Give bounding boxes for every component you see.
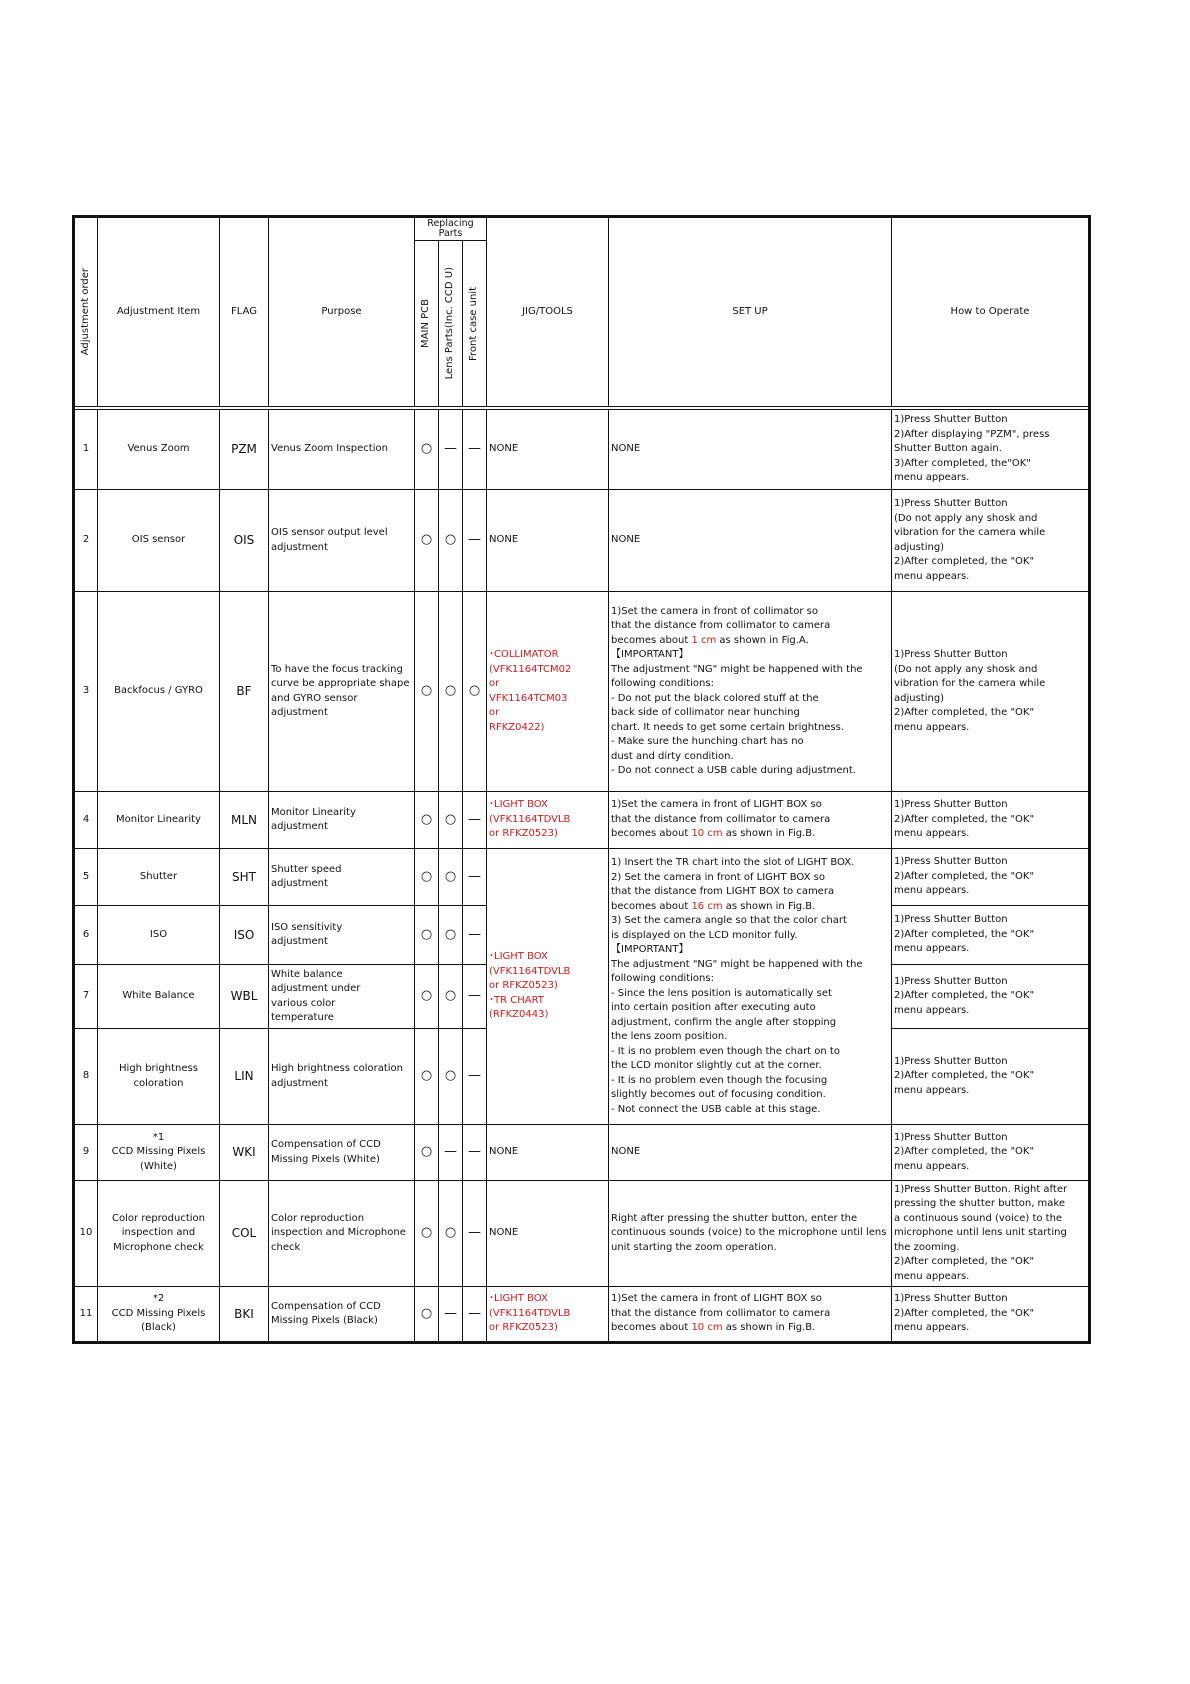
row-order: 2 [74,490,98,592]
mark-main-pcb: ○ [415,410,439,490]
row-purpose: Color reproduction inspection and Microphone check [269,1181,415,1287]
setup-distance: 1 cm [691,634,717,646]
row-setup: Right after pressing the shutter button, enter the continuous sounds (voice) to the microphone until lens unit starting the zoom operation. [609,1181,892,1287]
row-jig: NONE [487,490,609,592]
adjustment-table [72,215,1091,1344]
mark-main-pcb: ○ [415,849,439,906]
mark-main-pcb: ○ [415,1029,439,1125]
row-item: *2 CCD Missing Pixels (Black) [98,1287,220,1343]
row-flag: SHT [220,849,269,906]
row-setup: NONE [609,410,892,490]
row-flag: ISO [220,906,269,965]
row-operate: 1)Press Shutter Button 2)After completed, the "OK" menu appears. [892,1029,1090,1125]
mark-lens-parts: ○ [439,592,463,792]
mark-main-pcb: ○ [415,1287,439,1343]
header-flag: FLAG [220,217,269,407]
row-jig: NONE [487,1181,609,1287]
row-setup: NONE [609,490,892,592]
mark-main-pcb: ○ [415,1181,439,1287]
row-item: *1 CCD Missing Pixels (White) [98,1125,220,1181]
table-row [74,1125,1090,1181]
row-item: Backfocus / GYRO [98,592,220,792]
row-purpose: ISO sensitivity adjustment [269,906,415,965]
mark-front-case: — [463,410,487,490]
mark-lens-parts: — [439,1287,463,1343]
header-lens-parts: Lens Parts(Inc. CCD U) [439,241,463,407]
row-purpose: Venus Zoom Inspection [269,410,415,490]
header-setup: SET UP [609,217,892,407]
row-order: 5 [74,849,98,906]
mark-front-case: — [463,965,487,1029]
row-setup: 1)Set the camera in front of LIGHT BOX so that the distance from collimator to camera becomes about 10 cm as shown in Fig.B. [609,1287,892,1343]
mark-lens-parts: ○ [439,906,463,965]
mark-front-case: ○ [463,592,487,792]
mark-main-pcb: ○ [415,1125,439,1181]
row-flag: BKI [220,1287,269,1343]
row-operate: 1)Press Shutter Button 2)After completed, the "OK" menu appears. [892,792,1090,849]
row-purpose: Compensation of CCD Missing Pixels (Black) [269,1287,415,1343]
row-flag: BF [220,592,269,792]
row-operate: 1)Press Shutter Button 2)After completed, the "OK" menu appears. [892,1287,1090,1343]
setup-distance: 10 cm [691,1322,723,1334]
setup-distance: 10 cm [691,828,723,840]
header-replacing-parts: Replacing Parts [415,217,487,241]
row-item: Shutter [98,849,220,906]
row-order: 4 [74,792,98,849]
row-order: 6 [74,906,98,965]
row-operate: 1)Press Shutter Button 2)After completed, the "OK" menu appears. [892,965,1090,1029]
row-setup: NONE [609,1125,892,1181]
row-flag: MLN [220,792,269,849]
row-order: 11 [74,1287,98,1343]
table-row [74,1181,1090,1287]
row-setup: 1)Set the camera in front of LIGHT BOX so that the distance from collimator to camera becomes about 10 cm as shown in Fig.B. [609,792,892,849]
row-operate: 1)Press Shutter Button. Right after pressing the shutter button, make a continuous sound (voice) to the microphone until lens unit starting the zooming. 2)After completed, the "OK" menu appears. [892,1181,1090,1287]
table-row [74,1287,1090,1343]
header-operate: How to Operate [892,217,1090,407]
row-order: 7 [74,965,98,1029]
row-jig: NONE [487,1125,609,1181]
row-item: Monitor Linearity [98,792,220,849]
row-purpose: Compensation of CCD Missing Pixels (White) [269,1125,415,1181]
mark-lens-parts: ○ [439,965,463,1029]
group-setup: 1) Insert the TR chart into the slot of LIGHT BOX. 2) Set the camera in front of LIGHT BOX so that the distance from LIGHT BOX to camera becomes about 16 cm as shown in Fig.B. 3) Set the camera angle so that the color chart is displayed on the LCD monitor fully. 【IMPORTANT】 The adjustment "NG" might be happened with the following conditions: - Since the lens position is automatically set into certain position after executing auto adjustment, confirm the angle after stopping the lens zoom position. - It is no problem even though the chart on to the LCD monitor slightly cut at the corner. - It is no problem even though the focusing slightly becomes out of focusing condition. - Not connect the USB cable at this stage. [609,849,892,1125]
header-order: Adjustment order [74,217,98,407]
header-item: Adjustment Item [98,217,220,407]
row-flag: OIS [220,490,269,592]
table-row [74,410,1090,490]
row-item: High brightness coloration [98,1029,220,1125]
header-jig: JIG/TOOLS [487,217,609,407]
mark-front-case: — [463,849,487,906]
row-purpose: High brightness coloration adjustment [269,1029,415,1125]
mark-front-case: — [463,1181,487,1287]
row-order: 9 [74,1125,98,1181]
mark-main-pcb: ○ [415,490,439,592]
row-purpose: White balance adjustment under various color temperature [269,965,415,1029]
mark-front-case: — [463,1125,487,1181]
row-setup: 1)Set the camera in front of collimator so that the distance from collimator to camera becomes about 1 cm as shown in Fig.A. 【IMPORTANT】 The adjustment "NG" might be happened with the following conditions: - Do not put the black colored stuff at the back side of collimator near hunching chart. It needs to get some certain brightness. - Make sure the hunching chart has no dust and dirty condition. - Do not connect a USB cable during adjustment. [609,592,892,792]
row-operate: 1)Press Shutter Button 2)After completed, the "OK" menu appears. [892,849,1090,906]
row-flag: WBL [220,965,269,1029]
row-flag: PZM [220,410,269,490]
mark-lens-parts: ○ [439,1181,463,1287]
row-operate: 1)Press Shutter Button 2)After completed, the "OK" menu appears. [892,1125,1090,1181]
row-item: Color reproduction inspection and Microphone check [98,1181,220,1287]
row-jig: ･COLLIMATOR (VFK1164TCM02 or VFK1164TCM03 or RFKZ0422) [487,592,609,792]
table-row [74,792,1090,849]
mark-front-case: — [463,792,487,849]
mark-main-pcb: ○ [415,592,439,792]
mark-main-pcb: ○ [415,906,439,965]
table-row [74,592,1090,792]
row-jig: ･LIGHT BOX (VFK1164TDVLB or RFKZ0523) [487,792,609,849]
row-operate: 1)Press Shutter Button (Do not apply any shosk and vibration for the camera while adjusting) 2)After completed, the "OK" menu appears. [892,592,1090,792]
row-order: 10 [74,1181,98,1287]
header-purpose: Purpose [269,217,415,407]
table-row [74,490,1090,592]
table-row [74,849,1090,906]
row-purpose: To have the focus tracking curve be appropriate shape and GYRO sensor adjustment [269,592,415,792]
setup-distance: 16 cm [691,900,723,912]
mark-lens-parts: — [439,410,463,490]
row-purpose: Shutter speed adjustment [269,849,415,906]
mark-main-pcb: ○ [415,965,439,1029]
row-item: OIS sensor [98,490,220,592]
row-flag: WKI [220,1125,269,1181]
row-operate: 1)Press Shutter Button 2)After completed, the "OK" menu appears. [892,906,1090,965]
mark-lens-parts: ○ [439,792,463,849]
row-item: White Balance [98,965,220,1029]
row-flag: LIN [220,1029,269,1125]
row-purpose: Monitor Linearity adjustment [269,792,415,849]
mark-lens-parts: ○ [439,1029,463,1125]
row-flag: COL [220,1181,269,1287]
row-jig: NONE [487,410,609,490]
mark-main-pcb: ○ [415,792,439,849]
group-jig: ･LIGHT BOX (VFK1164TDVLB or RFKZ0523) ･TR CHART (RFKZ0443) [487,849,609,1125]
row-order: 1 [74,410,98,490]
mark-lens-parts: ○ [439,490,463,592]
header-front-case: Front case unit [463,241,487,407]
mark-front-case: — [463,1029,487,1125]
mark-front-case: — [463,490,487,592]
row-jig: ･LIGHT BOX (VFK1164TDVLB or RFKZ0523) [487,1287,609,1343]
row-item: ISO [98,906,220,965]
mark-front-case: — [463,906,487,965]
mark-lens-parts: ○ [439,849,463,906]
header-main-pcb: MAIN PCB [415,241,439,407]
mark-lens-parts: — [439,1125,463,1181]
row-operate: 1)Press Shutter Button (Do not apply any shosk and vibration for the camera while adjusting) 2)After completed, the "OK" menu appears. [892,490,1090,592]
row-order: 3 [74,592,98,792]
row-item: Venus Zoom [98,410,220,490]
row-purpose: OIS sensor output level adjustment [269,490,415,592]
row-order: 8 [74,1029,98,1125]
row-operate: 1)Press Shutter Button 2)After displaying "PZM", press Shutter Button again. 3)After completed, the"OK" menu appears. [892,410,1090,490]
mark-front-case: — [463,1287,487,1343]
